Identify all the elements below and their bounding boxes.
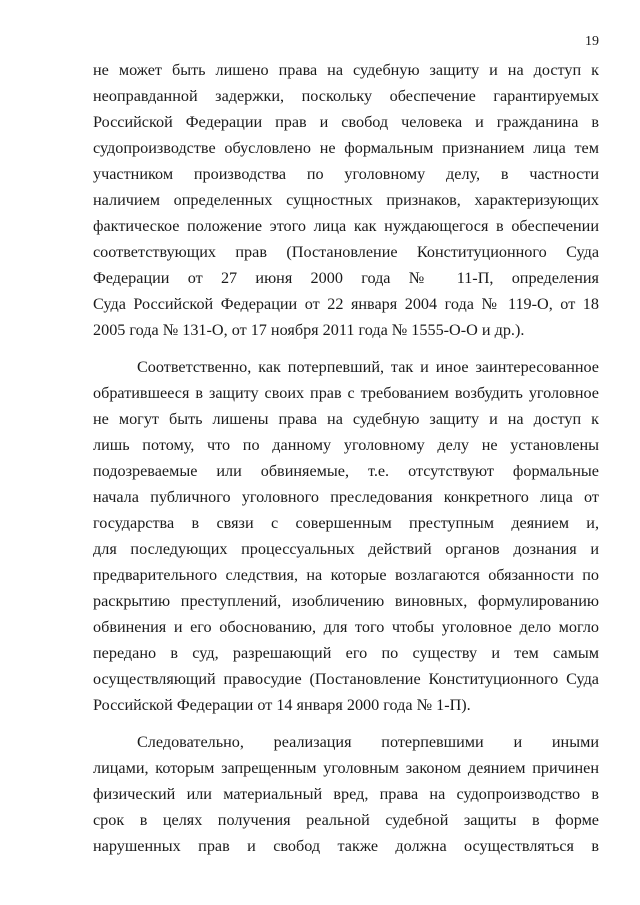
text-line: обвинения и его обоснованию, для того чтобы уголовное дело могло <box>93 618 599 636</box>
text-line: не могут быть лишены права на судебную защиту и на доступ к <box>93 410 599 428</box>
text-line: неоправданной задержки, поскольку обеспечение гарантируемых <box>93 87 599 105</box>
text-line: срок в целях получения реальной судебной защиты в форме <box>93 811 599 829</box>
text-line: государства в связи с совершенным преступным деянием и, <box>93 514 599 532</box>
text-line: лишь потому, что по данному уголовному делу не установлены <box>93 436 599 454</box>
paragraph <box>93 57 599 343</box>
text-line: наличием определенных сущностных признаков, характеризующих <box>93 191 599 209</box>
text-line: судопроизводстве обусловлено не формальным признанием лица тем <box>93 139 599 157</box>
text-line: физический или материальный вред, права на судопроизводство в <box>93 785 599 803</box>
text-line: подозреваемые или обвиняемые, т.е. отсутствуют формальные <box>93 462 599 480</box>
text-line: не может быть лишено права на судебную защиту и на доступ к <box>93 61 599 79</box>
text-line: осуществляющий правосудие (Постановление Конституционного Суда <box>93 670 599 688</box>
document-body <box>93 57 599 859</box>
paragraph <box>93 729 599 859</box>
page-number: 19 <box>585 34 599 49</box>
text-line: лицами, которым запрещенным уголовным законом деянием причинен <box>93 759 599 777</box>
text-line: обратившееся в защиту своих прав с требованием возбудить уголовное <box>93 384 599 402</box>
text-line: для последующих процессуальных действий органов дознания и <box>93 540 599 558</box>
text-line: начала публичного уголовного преследования конкретного лица от <box>93 488 599 506</box>
text-line: Федерации от 27 июня 2000 года № 11-П, определения <box>93 269 599 287</box>
text-line: соответствующих прав (Постановление Конституционного Суда <box>93 243 599 261</box>
text-line: нарушенных прав и свобод также должна осуществляться в <box>93 837 599 855</box>
text-line: Соответственно, как потерпевший, так и иное заинтересованное <box>137 358 599 376</box>
text-line: участником производства по уголовному делу, в частности <box>93 165 599 183</box>
text-line: Следовательно, реализация потерпевшими и иными <box>137 733 599 751</box>
text-line: Суда Российской Федерации от 22 января 2004 года № 119-О, от 18 <box>93 295 599 313</box>
text-line: передано в суд, разрешающий его по существу и тем самым <box>93 644 599 662</box>
text-line: раскрытию преступлений, изобличению виновных, формулированию <box>93 592 599 610</box>
text-line: Российской Федерации прав и свобод человека и гражданина в <box>93 113 599 131</box>
text-line: Российской Федерации от 14 января 2000 года № 1-П). <box>93 696 471 714</box>
text-line: 2005 года № 131-О, от 17 ноября 2011 года № 1555-О-О и др.). <box>93 321 525 339</box>
text-line: фактическое положение этого лица как нуждающегося в обеспечении <box>93 217 599 235</box>
text-line: предварительного следствия, на которые возлагаются обязанности по <box>93 566 599 584</box>
paragraph <box>93 354 599 718</box>
